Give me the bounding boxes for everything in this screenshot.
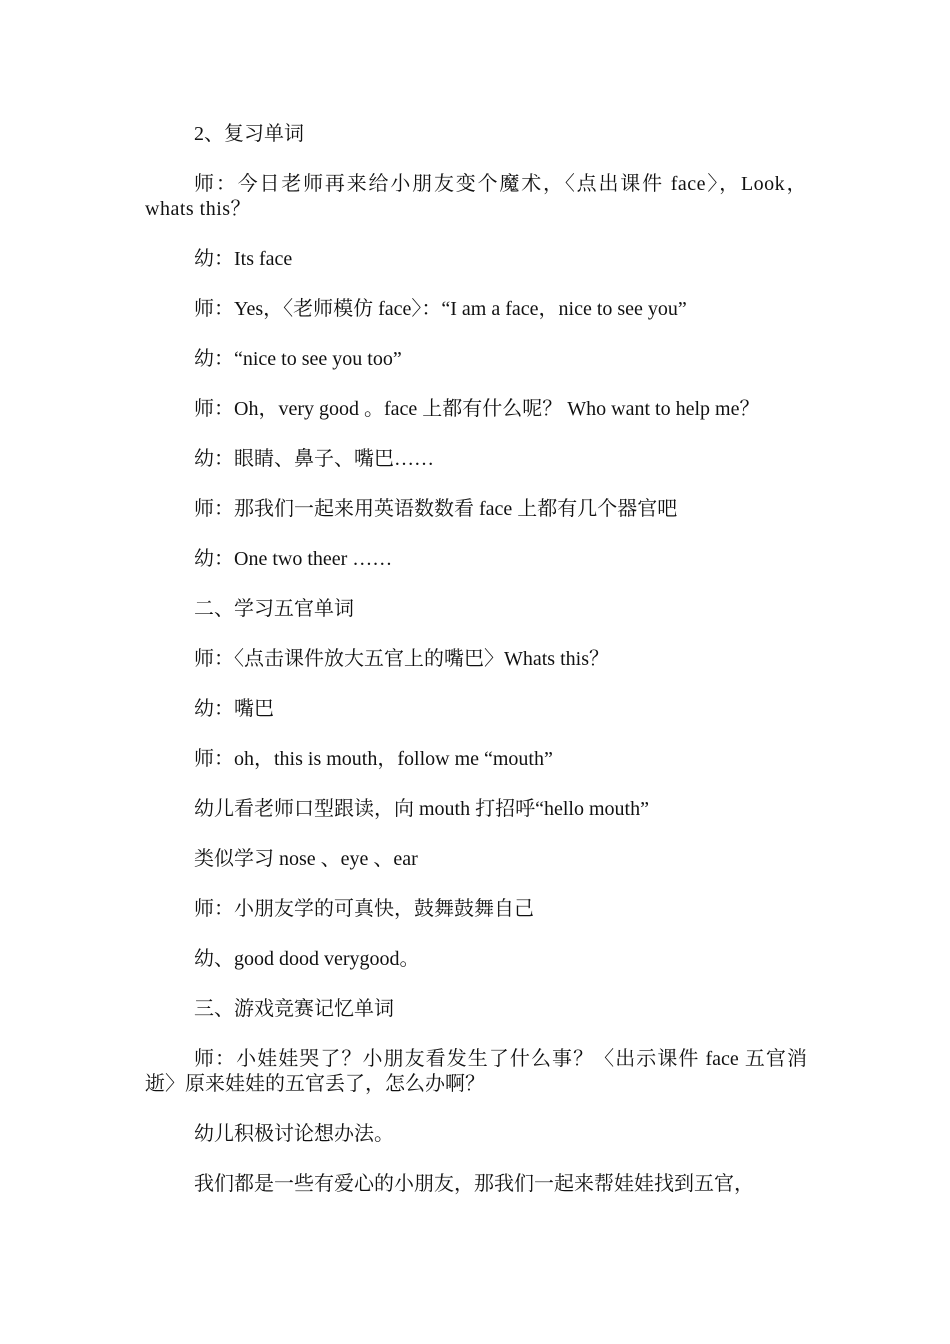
paragraph-child-mouth: 幼：嘴巴 (194, 698, 274, 720)
paragraph-teacher-praise: 师：小朋友学的可真快，鼓舞鼓舞自己 (194, 898, 534, 920)
paragraph-child-its-face: 幼：Its face (194, 248, 293, 270)
paragraph-section-three-heading: 三、游戏竞赛记忆单词 (194, 998, 394, 1020)
paragraph-child-nice-too: 幼：“nice to see you too” (194, 348, 402, 370)
paragraph-teacher-zoom-mouth: 师：〈点击课件放大五官上的嘴巴〉Whats this？ (194, 648, 609, 670)
paragraph-section-two-heading: 二、学习五官单词 (194, 598, 354, 620)
paragraph-child-count: 幼：One two theer …… (194, 548, 393, 570)
document-page (145, 118, 807, 1222)
paragraph-children-greet-mouth: 幼儿看老师口型跟读，向 mouth 打招呼“hello mouth” (194, 798, 649, 820)
paragraph-teacher-imitate: 师：Yes，〈老师模仿 face〉：“I am a face，nice to see you” (194, 298, 687, 320)
paragraph-teacher-doll-crying: 师：小娃娃哭了？小朋友看发生了什么事？〈出示课件 face 五官消逝〉原来娃娃的五官丢了，怎么办啊？ (145, 1048, 807, 1095)
paragraph-similar-learning: 类似学习 nose 、eye 、ear (194, 848, 418, 870)
paragraph-teacher-count: 师：那我们一起来用英语数数看 face 上都有几个器官吧 (194, 498, 678, 520)
paragraph-help-doll: 我们都是一些有爱心的小朋友，那我们一起来帮娃娃找到五官， (194, 1173, 754, 1195)
paragraph-teacher-magic: 师：今日老师再来给小朋友变个魔术，〈点出课件 face〉，Look，whats this？ (145, 173, 807, 220)
paragraph-child-good: 幼、good dood verygood。 (194, 948, 420, 970)
paragraph-children-discuss: 幼儿积极讨论想办法。 (194, 1123, 394, 1145)
paragraph-teacher-very-good: 师：Oh，very good 。face 上都有什么呢？ Who want to help me？ (194, 398, 760, 420)
paragraph-review-heading: 2、复习单词 (194, 123, 304, 145)
paragraph-child-features: 幼：眼睛、鼻子、嘴巴…… (194, 448, 434, 470)
paragraph-teacher-follow-me: 师：oh，this is mouth，follow me “mouth” (194, 748, 553, 770)
